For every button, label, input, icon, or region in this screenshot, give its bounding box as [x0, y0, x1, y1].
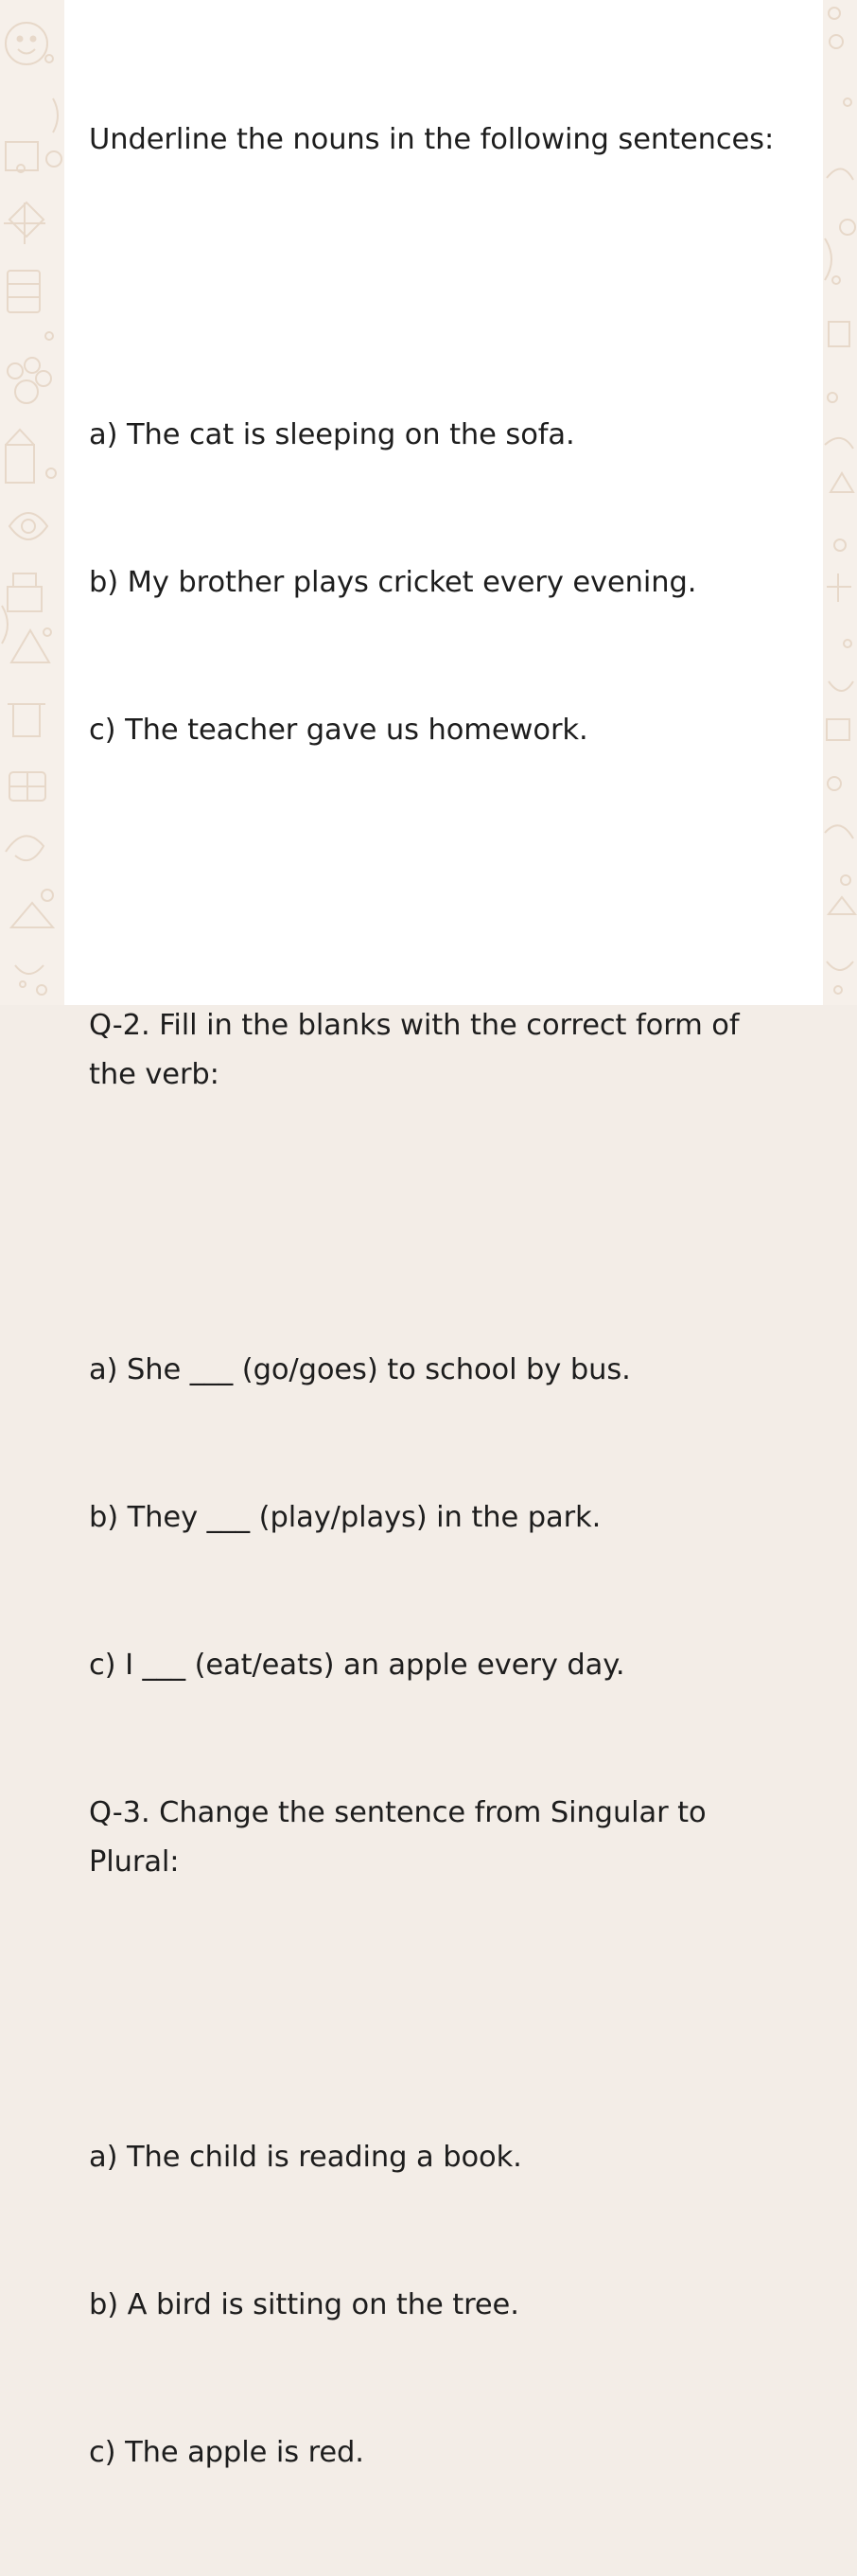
- document-sheet: [64, 0, 823, 2469]
- q3-instruction: Q-3. Change the sentence from Singular to Plural:: [89, 1796, 716, 1879]
- q2-instruction: Q-2. Fill in the blanks with the correct form of the verb:: [89, 1009, 749, 1091]
- worksheet-body: [89, 17, 785, 2576]
- spacer: [89, 854, 785, 903]
- q2-option-b: b) They ___ (play/plays) in the park.: [89, 1501, 602, 1534]
- spacer: [89, 1198, 785, 1247]
- doodle-wallpaper-right: [823, 0, 857, 1005]
- q1-option-a: a) The cat is sleeping on the sofa.: [89, 418, 575, 451]
- spacer: [89, 1985, 785, 2035]
- q1-option-b: b) My brother plays cricket every evening.: [89, 566, 697, 599]
- q1-option-c: c) The teacher gave us homework.: [89, 714, 588, 747]
- q3-option-c: c) The apple is red.: [89, 2436, 364, 2469]
- doodle-wallpaper-left: [0, 0, 64, 1005]
- q3-option-b: b) A bird is sitting on the tree.: [89, 2288, 519, 2321]
- spacer: [89, 263, 785, 312]
- q1-instruction: Underline the nouns in the following sentences:: [89, 123, 775, 156]
- q3-option-a: a) The child is reading a book.: [89, 2141, 522, 2174]
- q2-option-a: a) She ___ (go/goes) to school by bus.: [89, 1353, 631, 1386]
- q2-option-c: c) I ___ (eat/eats) an apple every day.: [89, 1649, 625, 1682]
